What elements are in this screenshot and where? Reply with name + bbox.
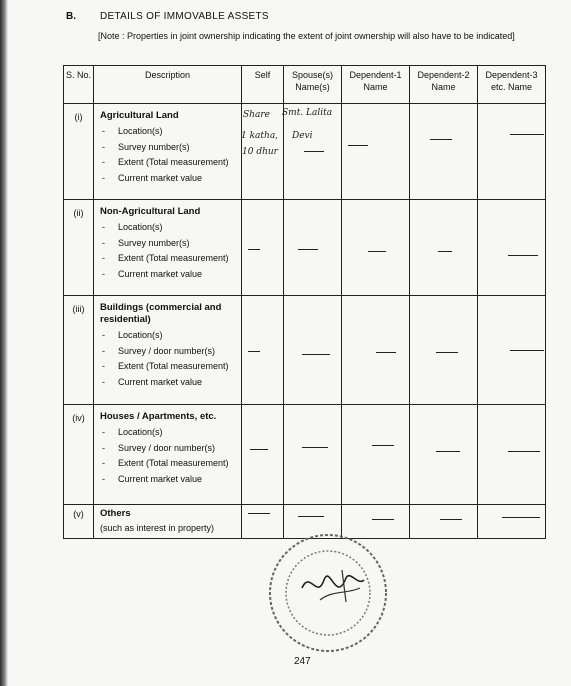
cell-dependent-3 — [478, 200, 546, 296]
blank-dash — [298, 516, 324, 517]
row-category: Buildings (commercial and residential) — [100, 302, 222, 325]
blank-dash — [502, 517, 540, 518]
cell-dependent-3 — [478, 405, 546, 505]
list-item: - Extent (Total measurement) — [100, 251, 237, 265]
blank-dash — [436, 451, 460, 452]
cell-dependent-2 — [410, 296, 478, 405]
handwritten-self-line3: 10 dhur — [242, 147, 278, 157]
cell-dependent-3 — [478, 104, 546, 200]
blank-dash — [430, 139, 452, 140]
list-item: - Current market value — [100, 375, 237, 389]
list-item: - Current market value — [100, 171, 237, 185]
page-number: 247 — [294, 656, 311, 667]
row-sno: (v) — [64, 505, 94, 539]
list-item: - Location(s) — [100, 220, 237, 234]
blank-dash — [510, 134, 544, 135]
table-row — [64, 296, 546, 405]
row-category: Others — [100, 508, 131, 519]
row-sno: (i) — [64, 104, 94, 200]
cell-spouse — [284, 200, 342, 296]
cell-dependent-2 — [410, 405, 478, 505]
header-description: Description — [94, 66, 242, 104]
table-row — [64, 405, 546, 505]
blank-dash — [302, 447, 328, 448]
row-description — [94, 200, 242, 296]
row-sno: (iv) — [64, 405, 94, 505]
cell-dependent-3 — [478, 296, 546, 405]
cell-spouse — [284, 405, 342, 505]
header-dependent-2: Dependent-2 Name — [410, 66, 478, 104]
list-item: - Survey / door number(s) — [100, 344, 237, 358]
section-note: [Note : Properties in joint ownership indicating the extent of joint ownership will also have to be indicated] — [98, 31, 515, 41]
blank-dash — [302, 354, 330, 355]
list-item: - Survey / door number(s) — [100, 441, 237, 455]
blank-dash — [248, 351, 260, 352]
handwritten-self-line1: Share — [243, 110, 270, 120]
blank-dash — [510, 350, 544, 351]
blank-dash — [348, 145, 368, 146]
list-item: - Current market value — [100, 472, 237, 486]
blank-dash — [372, 445, 394, 446]
list-item: - Extent (Total measurement) — [100, 456, 237, 470]
blank-dash — [298, 249, 318, 250]
cell-dependent-3 — [478, 505, 546, 539]
list-item: - Survey number(s) — [100, 140, 237, 154]
row-sno: (iii) — [64, 296, 94, 405]
header-dependent-1: Dependent-1 Name — [342, 66, 410, 104]
row-category: Agricultural Land — [100, 110, 179, 121]
row-description — [94, 505, 242, 539]
cell-dependent-1 — [342, 104, 410, 200]
list-item: - Extent (Total measurement) — [100, 155, 237, 169]
header-spouse: Spouse(s) Name(s) — [284, 66, 342, 104]
list-item: - Location(s) — [100, 328, 237, 342]
header-sno: S. No. — [64, 66, 94, 104]
blank-dash — [248, 249, 260, 250]
handwritten-spouse-line2: Devi — [292, 131, 313, 141]
blank-dash — [440, 519, 462, 520]
header-self: Self — [242, 66, 284, 104]
table-header-row — [64, 66, 546, 104]
cell-self — [242, 296, 284, 405]
blank-dash — [248, 513, 270, 514]
cell-dependent-1 — [342, 296, 410, 405]
blank-dash — [508, 451, 540, 452]
list-item: - Location(s) — [100, 124, 237, 138]
list-item: - Survey number(s) — [100, 236, 237, 250]
blank-dash — [376, 352, 396, 353]
cell-self — [242, 405, 284, 505]
header-dependent-3: Dependent-3 etc. Name — [478, 66, 546, 104]
row-description — [94, 405, 242, 505]
list-item: - Current market value — [100, 267, 237, 281]
row-category: Non-Agricultural Land — [100, 206, 201, 217]
cell-dependent-1 — [342, 405, 410, 505]
list-item: - Extent (Total measurement) — [100, 359, 237, 373]
cell-dependent-2 — [410, 505, 478, 539]
blank-dash — [250, 449, 268, 450]
cell-dependent-2 — [410, 200, 478, 296]
blank-dash — [304, 151, 324, 152]
section-number: B. — [66, 11, 76, 22]
table-row — [64, 200, 546, 296]
official-stamp — [262, 530, 392, 656]
row-description — [94, 296, 242, 405]
row-category: Houses / Apartments, etc. — [100, 411, 217, 422]
handwritten-self-line2: 1 katha, — [241, 131, 279, 141]
handwritten-spouse-line1: Smt. Lalita — [282, 108, 333, 118]
cell-dependent-2 — [410, 104, 478, 200]
blank-dash — [436, 352, 458, 353]
blank-dash — [368, 251, 386, 252]
page-edge-shadow — [0, 0, 8, 686]
row-description — [94, 104, 242, 200]
blank-dash — [438, 251, 452, 252]
section-title: DETAILS OF IMMOVABLE ASSETS — [100, 11, 269, 22]
blank-dash — [508, 255, 538, 256]
cell-self — [242, 200, 284, 296]
cell-dependent-1 — [342, 200, 410, 296]
list-item: - Location(s) — [100, 425, 237, 439]
blank-dash — [372, 519, 394, 520]
cell-spouse — [284, 296, 342, 405]
row-detail: (such as interest in property) — [100, 523, 215, 533]
row-sno: (ii) — [64, 200, 94, 296]
